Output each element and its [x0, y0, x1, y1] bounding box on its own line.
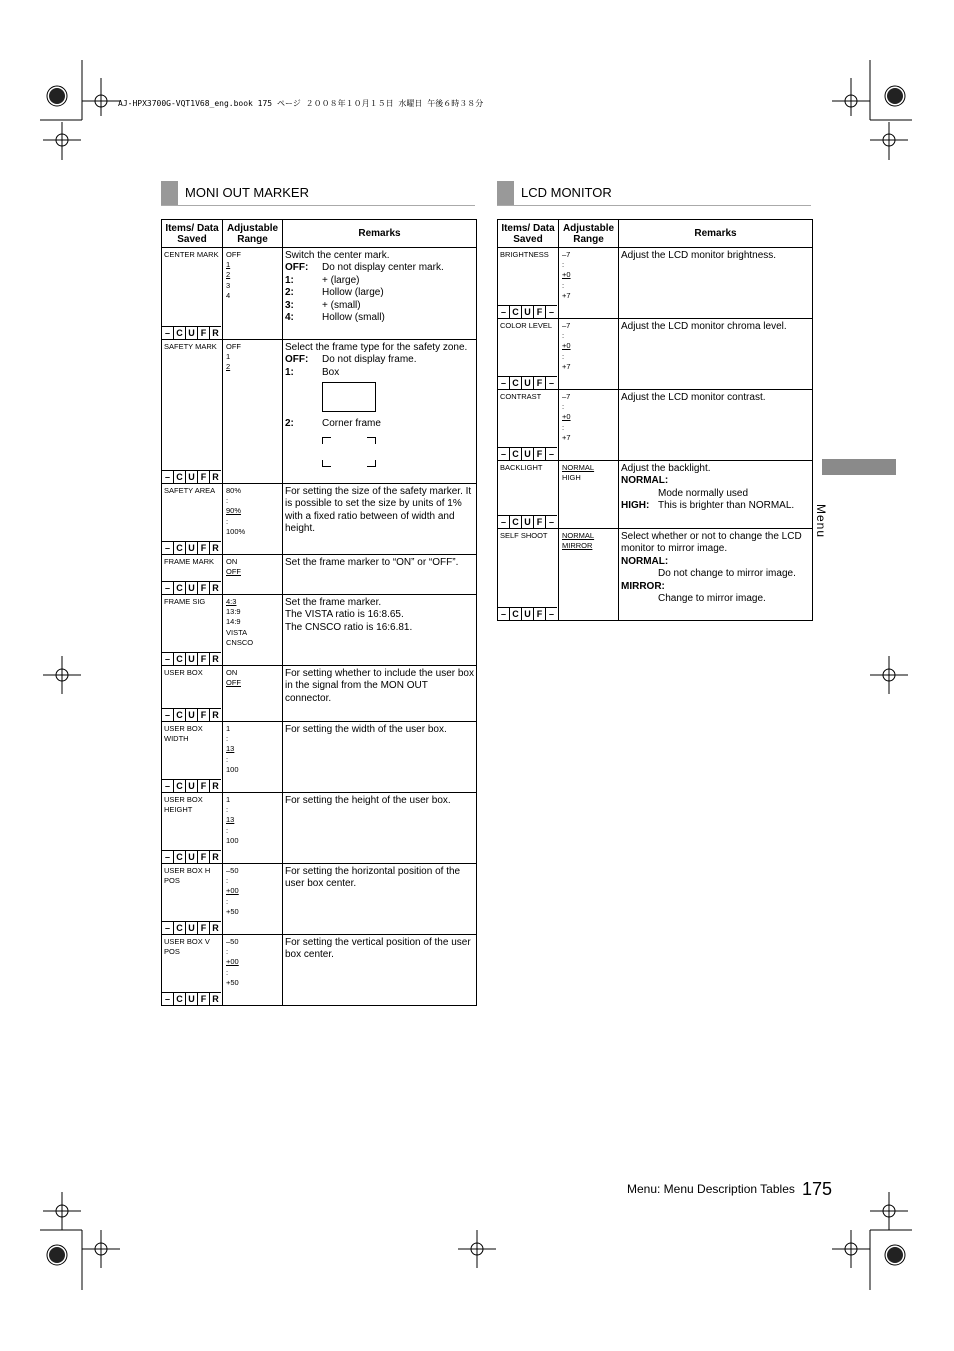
table-row: COLOR LEVEL – C U F – –7 : +0 : +7 Adjust the LCD monitor chroma level. — [498, 319, 813, 390]
table-row — [162, 248, 477, 340]
page-number: 175 — [802, 1179, 833, 1199]
data-saved-tags: – C U F – — [498, 376, 557, 389]
section-title: LCD MONITOR — [521, 185, 612, 200]
table-row: SAFETY AREA – C U F R 80% : 90% : 100% For setting the size of the safety marker. It is possible to set the size by units of 1% with a fixed ratio between of width and height. — [162, 484, 477, 555]
remarks: Switch the center mark. OFF: Do not display center mark. 1: + (large) 2: Hollow (large) 3: + (small) 4: Hollow (small) — [285, 250, 444, 324]
data-saved-tags: – C U F R — [162, 581, 221, 594]
table-row: BRIGHTNESS – C U F – –7 : +0 : +7 Adjust the LCD monitor brightness. — [498, 248, 813, 319]
data-saved-tags: – C U F R — [162, 326, 221, 339]
table-row: USER BOX – C U F R ON OFF For setting whether to include the user box in the signal from the MON OUT connector. — [162, 666, 477, 722]
data-saved-tags: – C U F R — [162, 652, 221, 665]
table-row: USER BOX WIDTH – C U F R 1 : 13 : 100 For setting the width of the user box. — [162, 722, 477, 793]
range-list: OFF 1 2 3 4 — [226, 250, 241, 300]
data-saved-tags: – C U F – — [498, 607, 557, 620]
moni-out-marker-heading — [161, 181, 475, 206]
print-header: AJ-HPX3700G-VQT1V68_eng.book 175 ページ ２００８年１０月１５日 水曜日 午後６時３８分 — [118, 99, 484, 108]
chapter-label: Menu — [814, 504, 828, 539]
moni-out-marker-table — [161, 219, 477, 1006]
data-saved-tags: – C U F – — [498, 447, 557, 460]
col-items: Items/ Data Saved — [498, 220, 559, 248]
col-remarks: Remarks — [283, 220, 477, 248]
item-name: CENTER MARK — [164, 250, 219, 259]
footer-text: Menu: Menu Description Tables — [627, 1182, 795, 1196]
corner-frame-illustration — [322, 437, 376, 467]
table-row: USER BOX V POS – C U F R –50 : +00 : +50 For setting the vertical position of the user box center. — [162, 935, 477, 1006]
col-remarks: Remarks — [619, 220, 813, 248]
box-frame-illustration — [322, 382, 376, 412]
heading-bar — [161, 181, 178, 205]
data-saved-tags: – C U F R — [162, 779, 221, 792]
data-saved-tags: – C U F R — [162, 850, 221, 863]
col-items: Items/ Data Saved — [162, 220, 223, 248]
data-saved-tags: – C U F – — [498, 305, 557, 318]
table-row: SELF SHOOT – C U F – NORMAL MIRROR Select whether or not to change the LCD monitor to mirror image. NORMAL: Do not change to mirror image. MIRROR: Change to mirror image. — [498, 529, 813, 621]
data-saved-tags: – C U F R — [162, 541, 221, 554]
data-saved-tags: – C U F R — [162, 921, 221, 934]
table-row: FRAME SIG – C U F R 4:3 13:9 14:9 VISTA CNSCO Set the frame marker. The VISTA ratio is 16:8.65. The CNSCO ratio is 16:6.81. — [162, 595, 477, 666]
table-row: CONTRAST – C U F – –7 : +0 : +7 Adjust the LCD monitor contrast. — [498, 390, 813, 461]
lcd-monitor-table — [497, 219, 813, 621]
table-row: USER BOX H POS – C U F R –50 : +00 : +50 For setting the horizontal position of the user box center. — [162, 864, 477, 935]
col-range: Adjustable Range — [559, 220, 619, 248]
section-title: MONI OUT MARKER — [185, 185, 309, 200]
data-saved-tags: – C U F – — [498, 515, 557, 528]
col-range: Adjustable Range — [223, 220, 283, 248]
data-saved-tags: – C U F R — [162, 708, 221, 721]
table-row: BACKLIGHT – C U F – NORMAL HIGH Adjust the backlight. NORMAL: Mode normally used HIGH: This is brighter than NORMAL. — [498, 461, 813, 529]
lcd-monitor-heading — [497, 181, 811, 206]
data-saved-tags: – C U F R — [162, 470, 221, 483]
heading-bar — [497, 181, 514, 205]
table-row: FRAME MARK – C U F R ON OFF Set the frame marker to “ON” or “OFF”. — [162, 555, 477, 595]
table-row: USER BOX HEIGHT – C U F R 1 : 13 : 100 For setting the height of the user box. — [162, 793, 477, 864]
data-saved-tags: – C U F R — [162, 992, 221, 1005]
table-row: SAFETY MARK – C U F R OFF 1 2 Select the frame type for the safety zone. OFF: Do not display frame. 1: Box 2: Corner frame — [162, 340, 477, 484]
chapter-tab — [822, 459, 896, 475]
